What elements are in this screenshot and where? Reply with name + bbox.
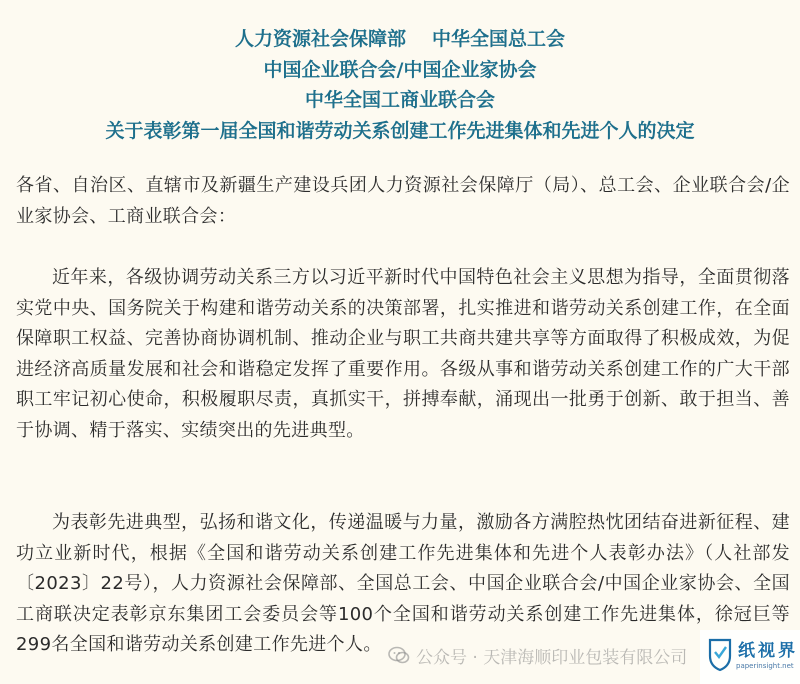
salutation: 各省、自治区、直辖市及新疆生产建设兵团人力资源社会保障厅（局）、总工会、企业联合会/企业家协会、工商业联合会：	[16, 175, 790, 227]
issuer-line-2: 中国企业联合会/中国企业家协会	[263, 58, 537, 81]
seal-url: paperinsight.net	[736, 662, 794, 670]
watermark	[388, 642, 687, 668]
paperinsight-seal	[700, 630, 800, 684]
paragraph-1: 近年来，各级协调劳动关系三方以习近平新时代中国特色社会主义思想为指导，全面贯彻落实党中央、国务院关于构建和谐劳动关系的决策部署，扎实推进和谐劳动关系创建工作，在全面保障职工权益、完善协商协调机制、推动企业与职工共商共建共享等方面取得了积极成效，为促进经济高质量发展和社会和谐稳定发挥了重要作用。各级从事和谐劳动关系创建工作的广大干部职工牢记初心使命，积极履职尽责，真抓实干，拼搏奉献，涌现出一批勇于创新、敢于担当、善于协调、精于落实、实绩突出的先进典型。	[16, 267, 790, 441]
document-title: 关于表彰第一届全国和谐劳动关系创建工作先进集体和先进个人的决定	[105, 119, 695, 142]
issuer-acftu: 中华全国总工会	[432, 28, 566, 50]
document-heading	[0, 24, 800, 146]
issuer-line-3: 中华全国工商业联合会	[304, 89, 495, 111]
paragraph-2: 为表彰先进典型，弘扬和谐文化，传递温暖与力量，激励各方满腔热忱团结奋进新征程、建功立业新时代，根据《全国和谐劳动关系创建工作先进集体和先进个人表彰办法》（人社部发〔2023〕22号），人力资源社会保障部、全国总工会、中国企业联合会/中国企业家协会、全国工商联决定表彰京东集团工会委员会等100个全国和谐劳动关系创建工作先进集体，徐冠巨等299名全国和谐劳动关系创建工作先进个人。	[16, 512, 790, 655]
wechat-official-account-icon	[388, 646, 410, 664]
paperinsight-logo-icon	[706, 636, 734, 672]
watermark-text: 公众号 · 天津海顺印业包装有限公司	[416, 647, 688, 668]
issuer-line-1	[0, 24, 800, 55]
issuer-mohrss: 人力资源社会保障部	[234, 28, 406, 50]
seal-name: 纸视界	[738, 641, 798, 661]
